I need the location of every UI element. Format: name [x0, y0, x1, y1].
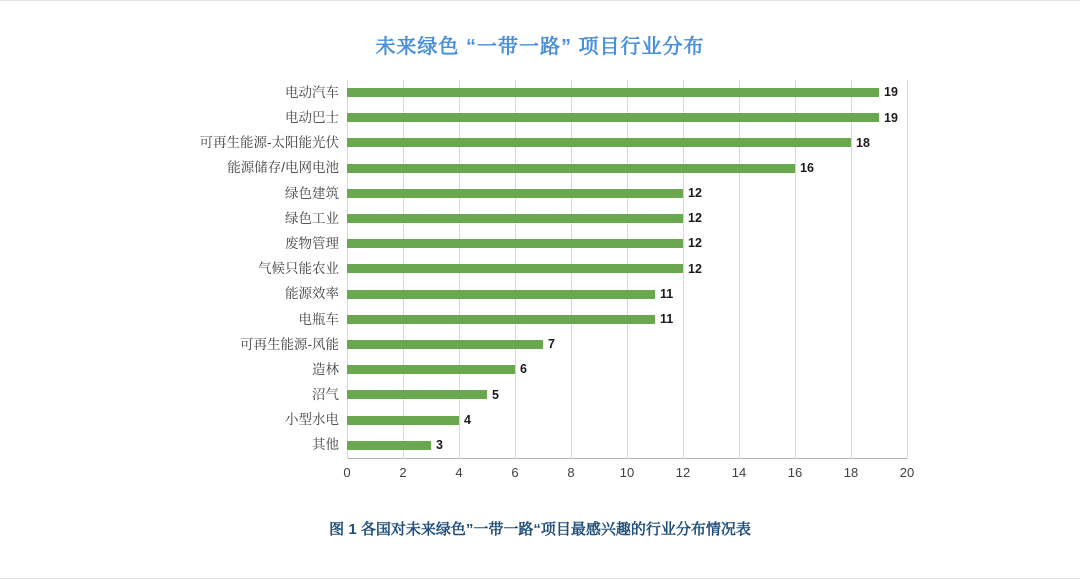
category-label: 电瓶车	[298, 311, 339, 327]
bar-row	[298, 307, 907, 332]
bar-value-label: 3	[436, 437, 443, 452]
category-label: 其他	[312, 437, 339, 453]
figure-caption: 图 1 各国对未来绿色”一带一路“项目最感兴趣的行业分布情况表	[329, 521, 751, 538]
bar-row	[285, 206, 907, 231]
category-label: 沼气	[312, 387, 339, 403]
category-label: 电动汽车	[285, 84, 339, 100]
category-label: 可再生能源-风能	[240, 336, 339, 352]
bar	[347, 416, 459, 425]
bar-row	[285, 181, 907, 206]
x-tick-label: 16	[787, 465, 803, 480]
bar-row	[285, 231, 907, 256]
bars-container	[199, 80, 907, 459]
top-divider	[0, 0, 1080, 1]
bar	[347, 214, 683, 223]
x-tick-label: 0	[343, 465, 351, 480]
bar	[347, 315, 655, 324]
bar-value-label: 18	[856, 135, 870, 150]
bar	[347, 189, 683, 198]
bar-value-label: 12	[688, 186, 702, 201]
x-tick-label: 8	[567, 465, 575, 480]
x-tick-label: 14	[731, 465, 747, 480]
bar-value-label: 6	[520, 362, 527, 377]
bar	[347, 340, 543, 349]
bar	[347, 390, 487, 399]
x-tick-label: 4	[455, 465, 463, 480]
bar	[347, 264, 683, 273]
category-label: 能源效率	[285, 286, 339, 302]
bar-value-label: 4	[464, 412, 471, 427]
x-tick-label: 6	[511, 465, 519, 480]
bar-value-label: 7	[548, 337, 555, 352]
bar-value-label: 11	[660, 312, 674, 327]
x-tick-label: 12	[675, 465, 691, 480]
x-tick-label: 10	[619, 465, 635, 480]
bar	[347, 138, 851, 147]
bar-value-label: 12	[688, 211, 702, 226]
x-tick-label: 20	[899, 465, 915, 480]
category-label: 造林	[312, 361, 339, 377]
category-label: 电动巴士	[285, 110, 339, 126]
bar	[347, 441, 431, 450]
plot-area	[199, 80, 915, 480]
bar	[347, 290, 655, 299]
grid-line	[907, 80, 908, 459]
category-label: 可再生能源-太阳能光伏	[199, 135, 339, 151]
bar-value-label: 12	[688, 236, 702, 251]
bar-row	[285, 80, 907, 105]
bar	[347, 365, 515, 374]
bar-value-label: 19	[884, 110, 898, 125]
bar	[347, 88, 879, 97]
category-label: 小型水电	[285, 412, 339, 428]
bar	[347, 113, 879, 122]
bar-value-label: 19	[884, 85, 898, 100]
bar-value-label: 5	[492, 387, 499, 402]
bar-row	[240, 332, 907, 357]
x-tick-label: 2	[399, 465, 407, 480]
category-label: 绿色工业	[285, 210, 339, 226]
bar-row	[312, 382, 907, 407]
bar-value-label: 12	[688, 261, 702, 276]
bar	[347, 164, 795, 173]
bar-row	[285, 407, 907, 432]
x-tick-label: 18	[843, 465, 859, 480]
category-label: 绿色建筑	[285, 185, 339, 201]
bar-value-label: 16	[800, 160, 814, 175]
bar-row	[227, 156, 907, 181]
bar-value-label: 11	[660, 286, 674, 301]
chart-title: 未来绿色 “一带一路” 项目行业分布	[375, 36, 705, 58]
bar-row	[285, 282, 907, 307]
bar-row	[199, 130, 907, 155]
bar-row	[258, 256, 907, 281]
category-label: 气候只能农业	[258, 261, 339, 277]
bar-row	[312, 433, 907, 458]
category-label: 能源储存/电网电池	[227, 160, 339, 176]
bar-row	[285, 105, 907, 130]
bar	[347, 239, 683, 248]
bar-row	[312, 357, 907, 382]
category-label: 废物管理	[285, 235, 339, 251]
